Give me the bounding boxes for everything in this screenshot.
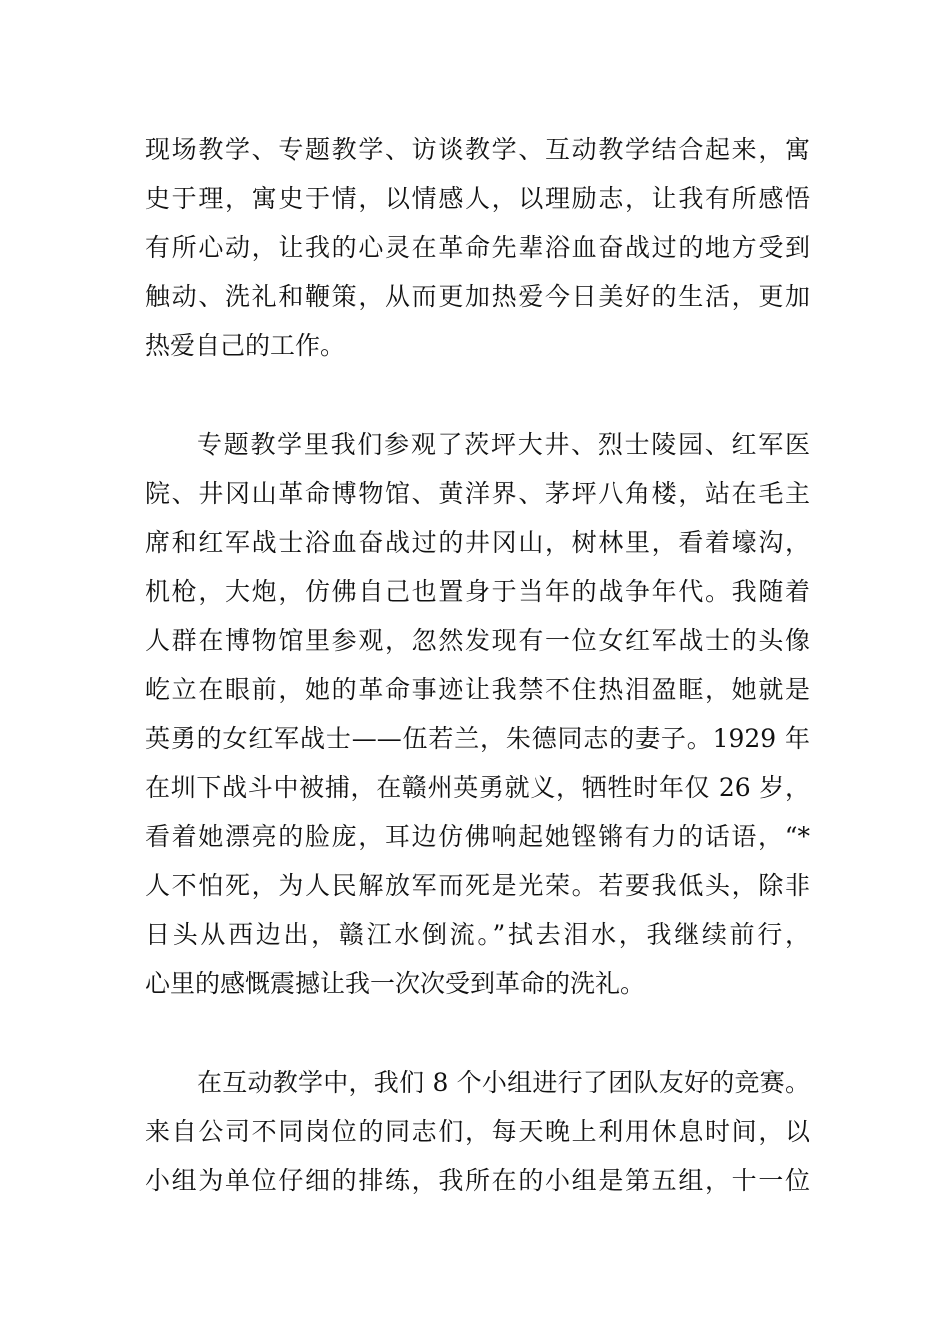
text-line: 日头从西边出，赣江水倒流。”拭去泪水，我继续前行， [145,920,810,949]
text-line: 英勇的女红军战士——伍若兰，朱德同志的妻子。1929 年 [145,724,810,753]
text-line: 现场教学、专题教学、访谈教学、互动教学结合起来，寓 [145,135,810,164]
text-line: 来自公司不同岗位的同志们，每天晚上利用休息时间，以 [145,1117,810,1146]
text-line: 热爱自己的工作。 [145,331,346,360]
text-line: 史于理，寓史于情，以情感人，以理励志，让我有所感悟 [145,184,810,213]
text-line: 机枪，大炮，仿佛自己也置身于当年的战争年代。我随着 [145,577,810,606]
text-line: 小组为单位仔细的排练，我所在的小组是第五组，十一位 [145,1166,810,1195]
text-line: 有所心动，让我的心灵在革命先辈浴血奋战过的地方受到 [145,233,810,262]
text-line: 席和红军战士浴血奋战过的井冈山，树林里，看着壕沟， [145,528,810,557]
paragraph-2 [145,420,810,1008]
text-line: 屹立在眼前，她的革命事迹让我禁不住热泪盈眶，她就是 [145,675,810,704]
text-line: 人不怕死，为人民解放军而死是光荣。若要我低头，除非 [145,871,810,900]
text-line: 人群在博物馆里参观，忽然发现有一位女红军战士的头像 [145,626,810,655]
document-body [145,125,810,1205]
paragraph-gap [145,1008,810,1058]
text-line: 触动、洗礼和鞭策，从而更加热爱今日美好的生活，更加 [145,282,810,311]
text-line: 在圳下战斗中被捕，在赣州英勇就义，牺牲时年仅 26 岁， [145,773,810,802]
text-line: 在互动教学中，我们 8 个小组进行了团队友好的竞赛。 [197,1068,810,1097]
text-line: 专题教学里我们参观了茨坪大井、烈士陵园、红军医 [197,430,810,459]
text-line: 看着她漂亮的脸庞，耳边仿佛响起她铿锵有力的话语，“* [145,822,810,851]
paragraph-3 [145,1058,810,1205]
paragraph-gap [145,370,810,420]
text-line: 院、井冈山革命博物馆、黄洋界、茅坪八角楼，站在毛主 [145,479,810,508]
paragraph-1 [145,125,810,370]
text-line: 心里的感慨震撼让我一次次受到革命的洗礼。 [145,969,646,998]
